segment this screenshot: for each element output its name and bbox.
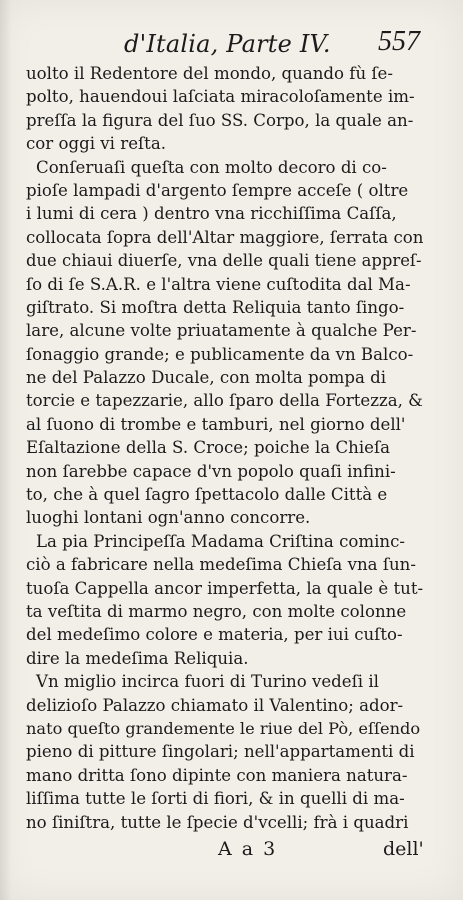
text-line: ta veſtita di marmo negro, con molte colonne [26,601,407,621]
text-line: no ſiniſtra, tutte le ſpecie d'vcelli; frà i quadri [26,812,409,832]
paragraph-start-line: Conſeruaſi queſta con molto decoro di co- [36,157,387,177]
text-line: mano dritta ſono dipinte con maniera natura- [26,765,408,785]
text-line: tuoſa Cappella ancor imperfetta, la quale è tut- [26,578,424,598]
text-line: al ſuono di trombe e tamburi, nel giorno dell' [26,414,406,434]
signature-mark: A a 3 [218,838,278,860]
text-line: pioſe lampadi d'argento ſempre acceſe ( oltre [26,180,409,200]
text-line: Eſaltazione della S. Croce; poiche la Chieſa [26,438,391,458]
page-gutter-shadow [0,0,12,900]
text-line: uolto il Redentore del mondo, quando fù ſe- [26,64,393,83]
text-line: liſſima tutte le ſorti di fiori, & in quelli di ma- [26,789,405,809]
running-title: d'Italia, Parte IV. [124,30,331,58]
body-text [26,62,424,834]
text-line: ne del Palazzo Ducale, con molta pompa di [26,368,387,388]
page-number: 557 [378,26,420,57]
text-line: nato queſto grandemente le riue del Pò, eſſendo [26,718,421,738]
text-line: to, che à quel ſagro ſpettacolo dalle Città e [26,485,388,505]
text-line: ciò a fabricare nella medeſima Chieſa vna ſun- [26,555,416,575]
text-line: delizioſo Palazzo chiamato il Valentino; ador- [26,695,404,715]
text-line: collocata ſopra dell'Altar maggiore, ſerrata con [26,227,424,247]
text-line: torcie e tapezzarie, allo ſparo della Fortezza, & [26,391,423,411]
text-line: ſo di ſe S.A.R. e l'altra viene cuſtodita dal Ma- [26,274,411,294]
text-line: non ſarebbe capace d'vn popolo quaſi infini- [26,461,396,481]
text-line: pieno di pitture ſingolari; nell'appartamenti di [26,742,415,762]
text-line: giſtrato. Si moſtra detta Reliquia tanto ſingo- [26,297,405,317]
text-line: del medeſimo colore e materia, per iui cuſto- [26,625,403,645]
catchword: dell' [383,838,424,860]
text-line: preſſa la figura del ſuo SS. Corpo, la quale an- [26,110,414,130]
text-line: luoghi lontani ogn'anno concorre. [26,508,311,528]
paragraph-start-line: La pia Principeſſa Madama Criſtina cominc- [36,531,405,551]
text-line: due chiaui diuerſe, vna delle quali tiene appreſ- [26,251,422,271]
text-line: cor oggi vi reſta. [26,134,166,154]
paragraph-start-line: Vn miglio incirca fuori di Turino vedeſi il [36,672,379,692]
text-line: polto, hauendoui laſciata miracoloſamente im- [26,87,415,107]
text-line: dire la medeſima Reliquia. [26,648,249,668]
text-line: i lumi di cera ) dentro vna ricchiſſima Caſſa, [26,204,397,224]
page-header [0,26,463,66]
text-line: lare, alcune volte priuatamente à qualche Per- [26,321,417,341]
text-line: ſonaggio grande; e publicamente da vn Balco- [26,344,414,364]
